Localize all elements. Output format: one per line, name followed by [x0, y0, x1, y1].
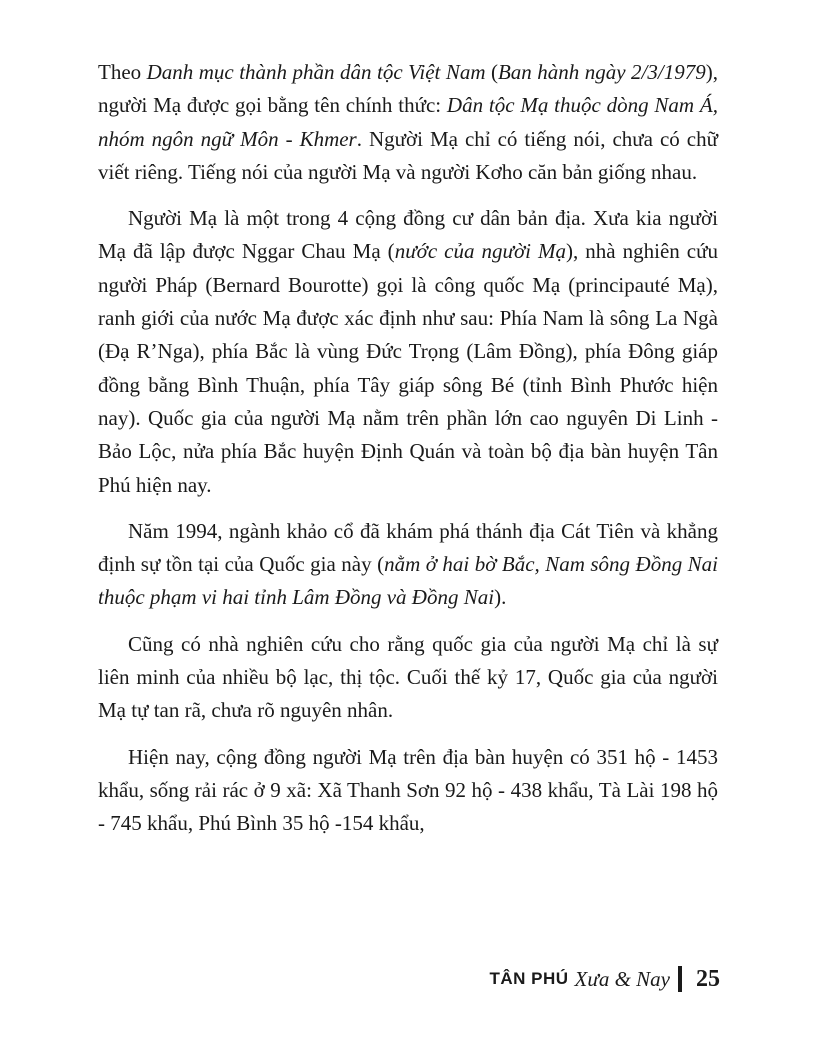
- page-number: 25: [696, 965, 720, 992]
- paragraph: [98, 56, 718, 189]
- text-run: . Người Mạ chỉ có tiếng nói, chưa có chữ viết riêng. Tiếng nói của người Mạ và người Kơho căn bản giống nhau.: [98, 126, 718, 184]
- text-run: ), nhà nghiên cứu người Pháp (Bernard Bourotte) gọi là công quốc Mạ (principauté Mạ), ranh giới của nước Mạ được xác định như sau: Phía Nam là sông La Ngà (Đạ R’Nga), phía Bắc là vùng Đức Trọng (Lâm Đồng), phía Đông giáp đồng bằng Bình Thuận, phía Tây giáp sông Bé (tỉnh Bình Phước hiện nay). Quốc gia của người Mạ nằm trên phần lớn cao nguyên Di Linh - Bảo Lộc, nửa phía Bắc huyện Định Quán và toàn bộ địa bàn huyện Tân Phú hiện nay.: [98, 239, 718, 497]
- text-run: (: [485, 60, 498, 84]
- book-title-sub: Xưa & Nay: [574, 966, 670, 991]
- italic-text: nước của người Mạ: [394, 239, 567, 264]
- footer-divider: [678, 966, 682, 992]
- text-run: Theo: [98, 60, 147, 84]
- text-run: Năm 1994, ngành khảo cổ đã khám phá thánh địa Cát Tiên và khẳng định sự tồn tại của Quốc gia này (: [98, 518, 718, 577]
- italic-text: Danh mục thành phần dân tộc Việt Nam: [146, 60, 486, 84]
- text-run: Hiện nay, cộng đồng người Mạ trên địa bàn huyện có 351 hộ - 1453 khẩu, sống rải rác ở 9 xã: Xã Thanh Sơn 92 hộ - 438 khẩu, Tà Lài 198 hộ - 745 khẩu, Phú Bình 35 hộ -154 khẩu,: [98, 744, 718, 836]
- book-title-main: TÂN PHÚ: [489, 969, 569, 988]
- document-body: [98, 56, 718, 854]
- text-run: Người Mạ là một trong 4 cộng đồng cư dân bản địa. Xưa kia người Mạ đã lập được Nggar Chau Mạ (: [98, 206, 718, 264]
- paragraph: [98, 515, 718, 615]
- text-run: ), người Mạ được gọi bằng tên chính thức:: [98, 60, 718, 118]
- page-footer: [440, 962, 720, 996]
- italic-text: Ban hành ngày 2/3/1979: [497, 60, 706, 84]
- text-run: Cũng có nhà nghiên cứu cho rằng quốc gia của người Mạ chỉ là sự liên minh của nhiều bộ lạc, thị tộc. Cuối thế kỷ 17, Quốc gia của người Mạ tự tan rã, chưa rõ nguyên nhân.: [98, 631, 718, 723]
- paragraph: [98, 202, 718, 502]
- text-run: ).: [494, 585, 507, 610]
- italic-text: Dân tộc Mạ thuộc dòng Nam Á, nhóm ngôn ngữ Môn - Khmer: [98, 93, 718, 151]
- italic-text: nằm ở hai bờ Bắc, Nam sông Đồng Nai thuộc phạm vi hai tỉnh Lâm Đồng và Đồng Nai: [98, 552, 719, 610]
- paragraph: [98, 741, 718, 841]
- paragraph: [98, 628, 718, 728]
